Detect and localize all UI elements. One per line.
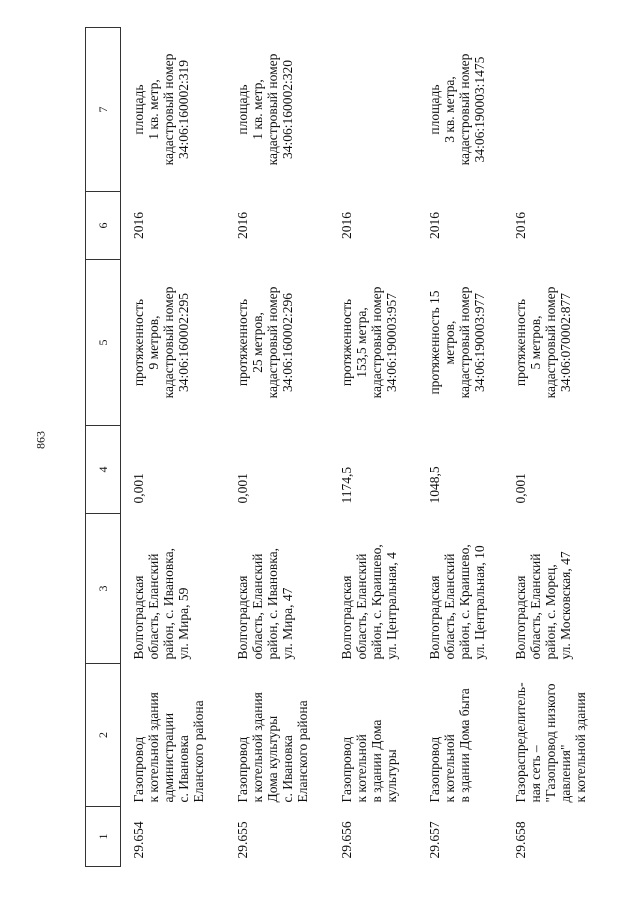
object-name: Газопровод к котельной здания администрации с. Ивановка Еланского района (131, 692, 206, 803)
object-characteristics: протяженность 9 метров, кадастровый номер 34:06:160002:295 (131, 286, 191, 399)
object-extra: площадь 3 кв. метра, кадастровый номер 34:06:190003:1475 (426, 53, 487, 166)
object-characteristics: протяженность 5 метров, кадастровый номер 34:06:070002:877 (512, 286, 573, 399)
object-extra: площадь 1 кв. метр, кадастровый номер 34:06:160002:319 (131, 53, 191, 166)
object-year: 2016 (512, 212, 528, 239)
header-cell-1: 1 (86, 807, 121, 867)
object-characteristics: протяженность 25 метров, кадастровый номер 34:06:160002:296 (234, 286, 295, 399)
object-extra: площадь 1 кв. метр, кадастровый номер 34:06:160002:320 (234, 53, 295, 166)
object-year: 2016 (131, 212, 146, 239)
table-row (417, 28, 503, 867)
header-cell-7: 7 (86, 28, 121, 192)
header-cell-4: 4 (86, 426, 121, 514)
object-address: Волгоградская область, Еланский район, с. Ивановка, ул. Мира, 59 (131, 548, 191, 660)
row-number: 29.656 (338, 821, 354, 859)
object-value: 0,001 (512, 473, 528, 504)
header-cell-3: 3 (86, 514, 121, 664)
object-year: 2016 (338, 212, 354, 239)
object-address: Волгоградская область, Еланский район, с. Краишево, ул. Центральная, 4 (338, 544, 399, 660)
object-value: 1174,5 (338, 466, 354, 504)
row-number: 29.654 (131, 821, 146, 859)
object-characteristics: протяженность 15 метров, кадастровый номер 34:06:190003:977 (426, 286, 487, 399)
row-number: 29.658 (512, 821, 528, 859)
object-address: Волгоградская область, Еланский район, с. Краишево, ул. Центральная, 10 (426, 544, 487, 660)
row-number: 29.655 (234, 821, 250, 859)
header-cell-2: 2 (86, 664, 121, 807)
header-cell-5: 5 (86, 260, 121, 426)
page-number: 863 (33, 431, 48, 449)
table-row (121, 28, 225, 867)
header-row (86, 28, 121, 867)
table-rotated-wrapper (85, 28, 600, 867)
object-address: Волгоградская область, Еланский район, с. Морец, ул. Московская, 47 (512, 551, 573, 660)
object-extra (329, 28, 417, 192)
header-cell-6: 6 (86, 192, 121, 260)
object-value: 0,001 (234, 473, 250, 504)
object-value: 0,001 (131, 473, 146, 504)
object-extra (503, 28, 601, 192)
object-address: Волгоградская область, Еланский район, с. Ивановка, ул. Мира, 47 (234, 548, 295, 660)
object-name: Газопровод к котельной в здании Дома быта (426, 688, 472, 803)
object-name: Газопровод к котельной здания Дома культуры с. Ивановка Еланского района (234, 692, 310, 803)
object-year: 2016 (426, 212, 442, 239)
object-value: 1048,5 (426, 466, 442, 504)
object-year: 2016 (234, 212, 250, 239)
object-characteristics: протяженность 153,5 метра, кадастровый номер 34:06:190003:957 (338, 286, 399, 399)
table-row (225, 28, 329, 867)
table-row (329, 28, 417, 867)
property-table (85, 27, 601, 867)
table-row (503, 28, 601, 867)
object-name: Газораспределитель- ная сеть – "Газопровод низкого давления" к котельной здания (512, 682, 588, 803)
row-number: 29.657 (426, 821, 442, 859)
object-name: Газопровод к котельной в здании Дома культуры (338, 719, 399, 803)
